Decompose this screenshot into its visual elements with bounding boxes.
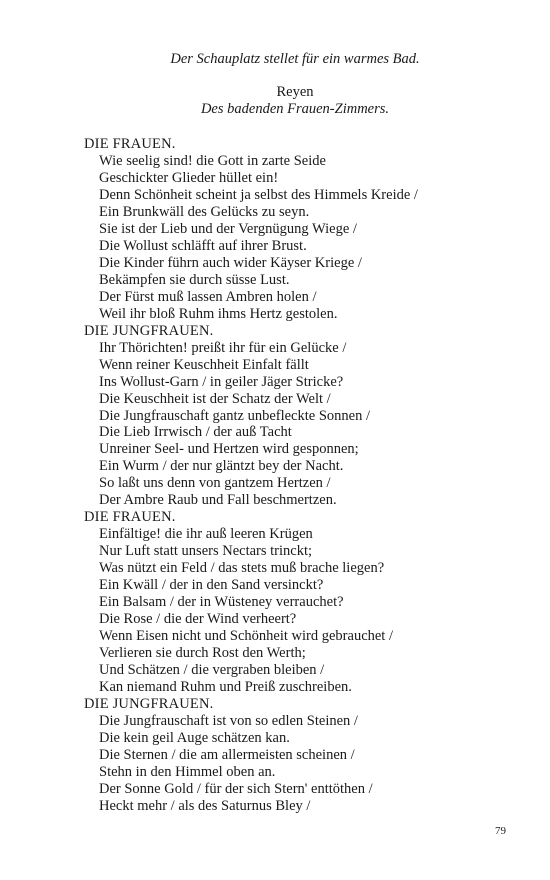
verse-line: Ihr Thörichten! preißt ihr für ein Gelücke / [99, 339, 347, 356]
chorus-title: Reyen [276, 84, 314, 100]
verse-line: Kan niemand Ruhm und Preiß zuschreiben. [99, 679, 352, 695]
verse-line: Nur Luft statt unsers Nectars trinckt; [99, 543, 313, 560]
verse-line: Wenn Eisen nicht und Schönheit wird gebrauchet / [99, 628, 393, 645]
verse-line: Einfältige! die ihr auß leeren Krügen [99, 526, 313, 543]
verse-line: Verlieren sie durch Rost den Werth; [99, 645, 306, 662]
verse-line: Heckt mehr / als des Saturnus Bley / [99, 797, 311, 814]
verse-line: Unreiner Seel- und Hertzen wird gesponnen; [99, 441, 359, 458]
verse-line: Und Schätzen / die vergraben bleiben / [99, 662, 325, 679]
verse-line: Ein Kwäll / der in den Sand versinckt? [99, 577, 324, 594]
verse-line: Ins Wollust-Garn / in geiler Jäger Stricke? [99, 373, 344, 390]
verse-line: Bekämpfen sie durch süsse Lust. [99, 271, 290, 288]
verse-line: Die Lieb Irrwisch / der auß Tacht [99, 424, 292, 441]
verse-line: Ein Wurm / der nur gläntzt bey der Nacht. [99, 458, 344, 475]
verse-line: Ein Balsam / der in Wüsteney verrauchet? [99, 594, 344, 611]
verse-line: Ein Brunkwäll des Gelücks zu seyn. [99, 203, 310, 220]
verse-line: Wenn reiner Keuschheit Einfalt fällt [99, 356, 309, 373]
verse-line: Die Jungfrauschaft gantz unbefleckte Sonnen / [99, 407, 370, 424]
verse-block [84, 136, 524, 815]
verse-line: Denn Schönheit scheint ja selbst des Himmels Kreide / [99, 186, 418, 203]
verse-line: Die Wollust schläfft auf ihrer Brust. [99, 237, 307, 254]
speaker-name: DIE FRAUEN. [84, 136, 176, 152]
verse-line: Die Keuschheit ist der Schatz der Welt / [99, 390, 331, 407]
verse-line: Geschickter Glieder hüllet ein! [99, 169, 279, 186]
verse-line: Der Sonne Gold / für der sich Stern' enttöthen / [99, 780, 373, 797]
verse-line: Stehn in den Himmel oben an. [99, 763, 276, 780]
page-number: 79 [495, 825, 506, 837]
verse-line: Die Jungfrauschaft ist von so edlen Steinen / [99, 712, 358, 729]
verse-line: Die Sternen / die am allermeisten scheinen / [99, 746, 355, 763]
verse-line: Der Ambre Raub und Fall beschmertzen. [99, 492, 337, 509]
speaker-name: DIE JUNGFRAUEN. [84, 695, 214, 712]
speaker-name: DIE JUNGFRAUEN. [84, 322, 214, 339]
speaker-name: DIE FRAUEN. [84, 509, 176, 526]
verse-line: Die kein geil Auge schätzen kan. [99, 729, 290, 746]
verse-line: Wie seelig sind! die Gott in zarte Seide [99, 152, 326, 169]
verse-line: Was nützt ein Feld / das stets muß brache liegen? [99, 560, 385, 577]
verse-line: So laßt uns denn von gantzem Hertzen / [99, 475, 331, 492]
verse-line: Die Kinder führn auch wider Käyser Kriege / [99, 254, 362, 271]
chorus-heading [0, 84, 550, 118]
stage-direction: Der Schauplatz stellet für ein warmes Bad. [170, 51, 420, 67]
verse-line: Sie ist der Lieb und der Vergnügung Wiege / [99, 220, 357, 237]
chorus-subtitle: Des badenden Frauen-Zimmers. [200, 101, 390, 117]
verse-line: Die Rose / die der Wind verheert? [99, 611, 297, 628]
verse-line: Der Fürst muß lassen Ambren holen / [99, 288, 317, 305]
verse-line: Weil ihr bloß Ruhm ihms Hertz gestolen. [99, 305, 338, 322]
